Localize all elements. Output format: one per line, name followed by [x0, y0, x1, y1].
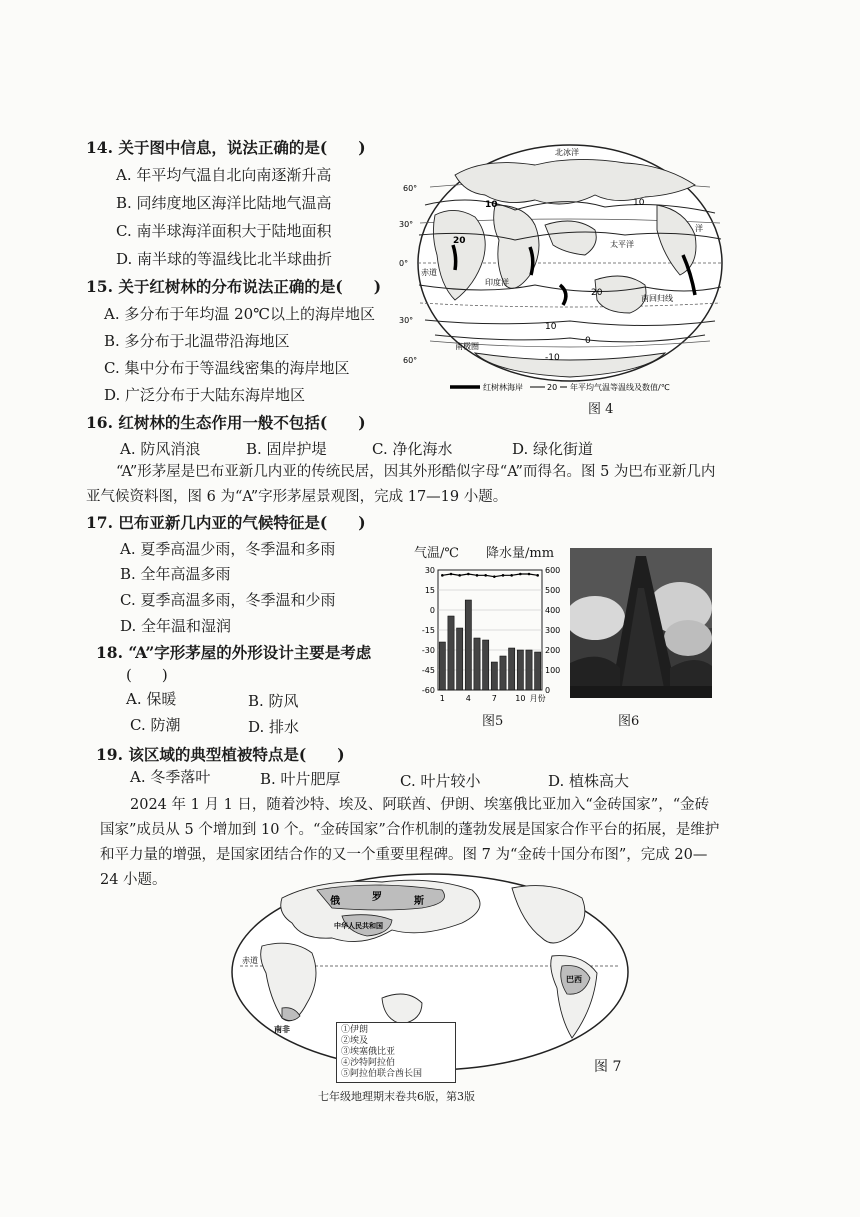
fig5-precip-tick: 0 — [545, 686, 551, 695]
q14-option-d: D. 南半球的等温线比北半球曲折 — [116, 250, 333, 268]
fig4-label-antarctic-circle: 南极圈 — [455, 342, 479, 351]
q18-option-b: B. 防风 — [248, 692, 299, 710]
fig5-precip-bar — [535, 652, 541, 690]
fig4-lat-30n: 30° — [399, 220, 414, 229]
fig5-x-tick: 10 — [515, 694, 526, 703]
fig5-precip-tick: 600 — [545, 566, 561, 575]
fig4-lat-0: 0° — [399, 259, 409, 268]
fig7-label-south-africa: 南非 — [274, 1025, 290, 1034]
fig5-temp-point — [510, 574, 513, 577]
q14-option-c: C. 南半球海洋面积大于陆地面积 — [116, 222, 332, 240]
q18-option-d: D. 排水 — [248, 718, 300, 736]
fig5-temp-point — [536, 574, 539, 577]
fig5-precip-tick: 500 — [545, 586, 561, 595]
fig5-temp-tick: -45 — [421, 666, 435, 675]
fig4-isotherm-label: 10 — [633, 198, 645, 208]
fig5-x-tick: 1 — [439, 694, 445, 703]
fig5-x-tick: 7 — [491, 694, 497, 703]
fig7-legend — [336, 1022, 456, 1083]
q17-option-c: C. 夏季高温多雨，冬季温和少雨 — [120, 591, 336, 609]
fig4-legend-mangrove: 红树林海岸 — [483, 383, 523, 392]
fig5-precip-tick: 100 — [545, 666, 561, 675]
fig5-temp-point — [484, 574, 487, 577]
fig5-precip-tick: 300 — [545, 626, 561, 635]
fig5-temp-point — [441, 574, 444, 577]
q17-option-b: B. 全年高温多雨 — [120, 565, 231, 583]
q17-option-d: D. 全年温和湿润 — [120, 617, 232, 635]
q16-option-a: A. 防风消浪 — [120, 440, 201, 458]
q14-option-a: A. 年平均气温自北向南逐渐升高 — [116, 166, 332, 184]
fig7-label-equator: 赤道 — [242, 956, 258, 965]
q16-option-b: B. 固岸护堤 — [246, 440, 327, 458]
intro-17-19: “A”形茅屋是巴布亚新几内亚的传统民居，因其外形酷似字母“A”而得名。图 5 为巴布亚新几内亚气候资料图，图 6 为“A”字形茅屋景观图，完成 17—19 小题。 — [86, 464, 716, 505]
fig5-precip-bar — [465, 600, 471, 690]
fig5-temp-title: 气温/℃ — [414, 546, 459, 561]
q19-option-c: C. 叶片较小 — [400, 772, 481, 790]
fig4-lat-60s: 60° — [403, 356, 418, 365]
figure-7-caption: 图 7 — [594, 1059, 622, 1075]
fig5-temp-point — [450, 573, 453, 576]
q19-option-a: A. 冬季落叶 — [130, 768, 211, 786]
question-19-stem: 19. 该区域的典型植被特点是( ) — [96, 745, 345, 764]
fig5-temp-point — [519, 573, 522, 576]
figure-4-isotherm-map — [395, 135, 735, 395]
fig4-legend-isotherm-sample: 20 — [547, 383, 558, 392]
q15-option-a: A. 多分布于年均温 20℃以上的海岸地区 — [104, 305, 376, 323]
fig7-legend-item: ①伊朗 — [341, 1025, 369, 1035]
fig4-label-ocean: 洋 — [695, 224, 703, 233]
fig5-temp-line — [442, 574, 537, 577]
q18-blank: ( ) — [126, 666, 168, 684]
fig5-precip-bar — [448, 616, 454, 690]
fig4-isotherm-label: 20 — [453, 236, 466, 246]
fig5-temp-point — [528, 573, 531, 576]
fig4-isotherm-label: 10 — [485, 200, 498, 210]
fig4-label-indian: 印度洋 — [485, 278, 509, 287]
fig4-isotherm-label: 10 — [545, 322, 557, 332]
figure-6-a-frame-hut-photo — [570, 548, 712, 698]
fig5-x-tick: 4 — [465, 694, 471, 703]
figure-4-caption: 图 4 — [588, 402, 614, 417]
fig4-lat-60n: 60° — [403, 184, 418, 193]
fig7-legend-item: ④沙特阿拉伯 — [341, 1058, 396, 1068]
fig5-temp-tick: -30 — [421, 646, 435, 655]
fig5-precip-bar — [491, 662, 497, 690]
fig7-legend-item: ②埃及 — [341, 1036, 369, 1046]
q15-option-c: C. 集中分布于等温线密集的海岸地区 — [104, 359, 350, 377]
fig5-precip-tick: 400 — [545, 606, 561, 615]
fig4-isotherm-label: 0 — [585, 336, 591, 346]
fig5-temp-tick: 0 — [429, 606, 435, 615]
question-15-stem: 15. 关于红树林的分布说法正确的是( ) — [86, 277, 382, 296]
intro-20-24: 2024 年 1 月 1 日，随着沙特、埃及、阿联酋、伊朗、埃塞俄比亚加入“金砖国家”，“金砖国家”成员从 5 个增加到 10 个。“金砖国家”合作机制的蓬勃发展是国家合作平台的拓展，是维护和平力量的增强，是国家团结合作的又一个重要里程碑。图 7 为“金砖十国分布图”，完成 20—24 小题。 — [100, 797, 720, 888]
fig7-label-brazil: 巴西 — [566, 975, 582, 984]
fig5-temp-tick: -60 — [421, 686, 435, 695]
fig4-label-equator: 赤道 — [421, 268, 437, 277]
q14-option-b: B. 同纬度地区海洋比陆地气温高 — [116, 194, 332, 212]
q16-option-d: D. 绿化街道 — [512, 440, 594, 458]
question-18-stem: 18. “A”字形茅屋的外形设计主要是考虑 — [96, 643, 372, 662]
fig5-precip-tick: 200 — [545, 646, 561, 655]
fig5-precip-bar — [500, 656, 506, 690]
fig5-precip-bar — [474, 638, 480, 690]
question-14-stem: 14. 关于图中信息，说法正确的是( ) — [86, 138, 366, 157]
fig7-legend-item: ③埃塞俄比亚 — [341, 1047, 396, 1057]
question-17-stem: 17. 巴布亚新几内亚的气候特征是( ) — [86, 513, 366, 532]
fig7-legend-item: ⑤阿拉伯联合酋长国 — [341, 1069, 423, 1079]
fig4-label-tropic-capricorn: 南回归线 — [641, 294, 673, 303]
fig5-precip-bar — [483, 640, 489, 690]
q15-option-d: D. 广泛分布于大陆东海岸地区 — [104, 386, 306, 404]
fig7-label-china: 中华人民共和国 — [334, 922, 383, 930]
q16-option-c: C. 净化海水 — [372, 440, 453, 458]
q15-option-b: B. 多分布于北温带沿海地区 — [104, 332, 290, 350]
q19-option-b: B. 叶片肥厚 — [260, 770, 341, 788]
q18-option-c: C. 防潮 — [130, 716, 181, 734]
fig4-lat-30s: 30° — [399, 316, 414, 325]
fig4-legend-isotherm: 年平均气温等温线及数值/℃ — [570, 383, 670, 392]
fig5-precip-title: 降水量/mm — [486, 546, 555, 561]
fig7-label-russia-2: 罗 — [372, 892, 382, 903]
fig4-label-pacific: 太平洋 — [610, 240, 634, 249]
page-footer: 七年级地理期末卷共6版，第3版 — [318, 1090, 475, 1103]
fig5-precip-bar — [439, 642, 445, 690]
fig5-precip-bar — [457, 628, 463, 690]
question-16-stem: 16. 红树林的生态作用一般不包括( ) — [86, 413, 366, 432]
q18-option-a: A. 保暖 — [126, 690, 177, 708]
fig5-precip-bar — [517, 650, 523, 690]
fig5-temp-tick: -15 — [421, 626, 435, 635]
figure-5-caption: 图5 — [482, 714, 504, 729]
fig5-precip-bar — [509, 648, 515, 690]
figure-6-caption: 图6 — [618, 714, 640, 729]
fig5-temp-tick: 30 — [424, 566, 435, 575]
fig5-temp-point — [502, 574, 505, 577]
fig5-temp-point — [493, 575, 496, 578]
q17-option-a: A. 夏季高温少雨，冬季温和多雨 — [120, 540, 336, 558]
fig4-isotherm-label: 20 — [591, 288, 603, 298]
fig4-label-arctic: 北冰洋 — [555, 148, 579, 157]
fig7-label-russia-3: 斯 — [414, 896, 424, 907]
fig7-label-russia-1: 俄 — [330, 896, 340, 907]
figure-5-climate-chart — [410, 560, 570, 708]
fig5-temp-tick: 15 — [424, 586, 435, 595]
fig5-precip-bar — [526, 650, 532, 690]
fig5-temp-point — [458, 574, 461, 577]
fig4-isotherm-label: -10 — [545, 353, 560, 363]
q19-option-d: D. 植株高大 — [548, 772, 630, 790]
fig5-x-unit: 月份 — [529, 694, 546, 703]
fig5-temp-point — [467, 573, 470, 576]
fig5-temp-point — [476, 574, 479, 577]
